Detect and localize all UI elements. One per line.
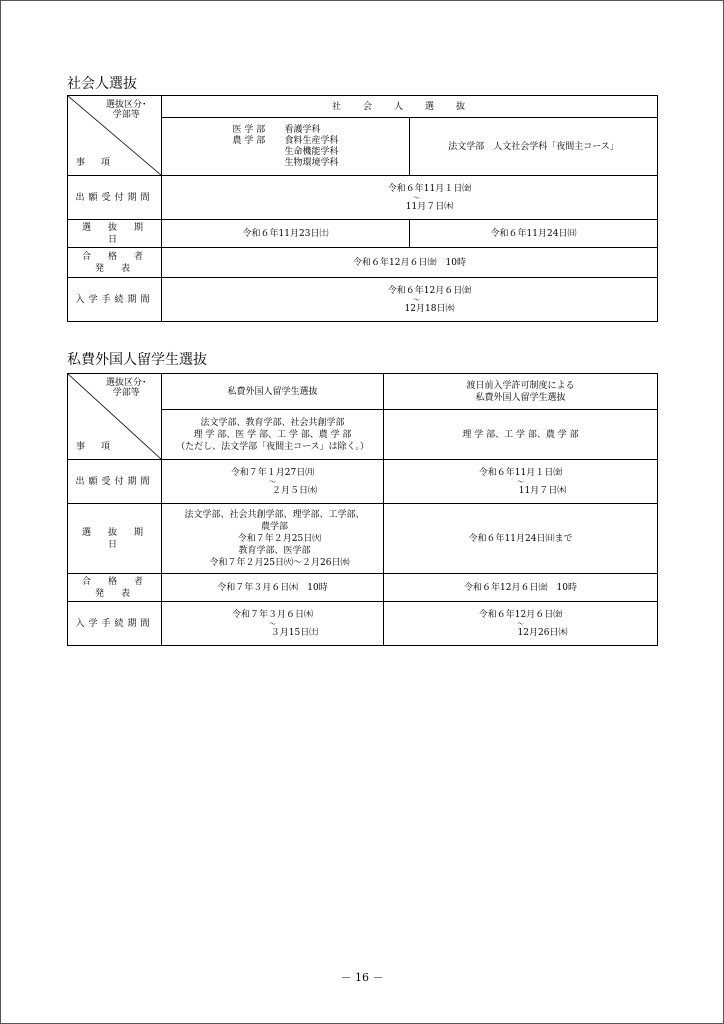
shakaijin-schedule-table	[67, 95, 658, 322]
page-number: － 16 －	[340, 971, 384, 984]
enrollment-period-international: 令和７年３月６日㈭ ～ ３月15日㈯	[162, 602, 384, 646]
section-title-international: 私費外国人留学生選抜	[67, 352, 207, 368]
exam-date-right: 令和６年11月24日㈰	[410, 220, 658, 248]
row-label-exam-date: 選 抜 期 日	[68, 220, 162, 248]
diag-top-label: 選抜区分･ 学部等	[106, 100, 147, 120]
enrollment-period: 令和６年12月６日㈮ ～ 12月18日㈬	[162, 278, 658, 322]
dept-list-left: 医 学 部 看護学科 農 学 部 食料生産学科 生命機能学科 生物環境学科	[232, 124, 339, 168]
row-label-enrollment: 入学手続期間	[68, 278, 162, 322]
exam-date-left: 令和６年11月23日㈯	[162, 220, 410, 248]
dept-cell-right: 法文学部 人文社会学科「夜間主コース」	[410, 118, 658, 176]
application-period-international: 令和７年１月27日㈪ ～ ２月５日㈬	[162, 460, 384, 504]
international-schedule-table	[67, 373, 658, 646]
result-international: 令和７年３月６日㈭ 10時	[162, 574, 384, 602]
row-label-result: 合 格 者 発 表	[68, 248, 162, 278]
application-period-pre-arrival: 令和６年11月１日㈮ ～ 11月７日㈭	[384, 460, 658, 504]
result-pre-arrival: 令和６年12月６日㈮ 10時	[384, 574, 658, 602]
header-international: 私費外国人留学生選抜	[162, 374, 384, 410]
enrollment-period-pre-arrival: 令和６年12月６日㈮ ～ 12月26日㈭	[384, 602, 658, 646]
result-announcement: 令和６年12月６日㈮ 10時	[162, 248, 658, 278]
diag-top-label-2: 選抜区分･ 学部等	[106, 378, 147, 398]
row-label-result-2: 合 格 者 発 表	[68, 574, 162, 602]
diag-bottom-label-2: 事項	[76, 442, 127, 452]
dept-cell-pre-arrival: 理 学 部、工 学 部、農 学 部	[384, 410, 658, 460]
row-label-enrollment-2: 入学手続期間	[68, 602, 162, 646]
row-label-application-2: 出願受付期間	[68, 460, 162, 504]
exam-date-pre-arrival: 令和６年11月24日㈰まで	[384, 504, 658, 574]
header-shakaijin: 社会人選抜	[162, 96, 658, 118]
application-period: 令和６年11月１日㈮ ～ 11月７日㈭	[162, 176, 658, 220]
dept-cell-left	[162, 118, 410, 176]
row-label-application: 出願受付期間	[68, 176, 162, 220]
diagonal-header-cell	[68, 96, 162, 176]
exam-date-international: 法文学部、社会共創学部、理学部、工学部、 農学部 令和７年２月25日㈫ 教育学部、医学部 令和７年２月25日㈫～２月26日㈬	[162, 504, 384, 574]
diag-bottom-label: 事項	[76, 158, 127, 168]
dept-cell-international: 法文学部、教育学部、社会共創学部 理 学 部、医 学 部、工 学 部、農 学 部 （ただし、法文学部「夜間主コース」は除く。）	[162, 410, 384, 460]
row-label-exam-date-2: 選 抜 期 日	[68, 504, 162, 574]
diagonal-header-cell-2	[68, 374, 162, 460]
section-title-shakaijin: 社会人選抜	[67, 76, 137, 92]
header-pre-arrival: 渡日前入学許可制度による 私費外国人留学生選抜	[384, 374, 658, 410]
